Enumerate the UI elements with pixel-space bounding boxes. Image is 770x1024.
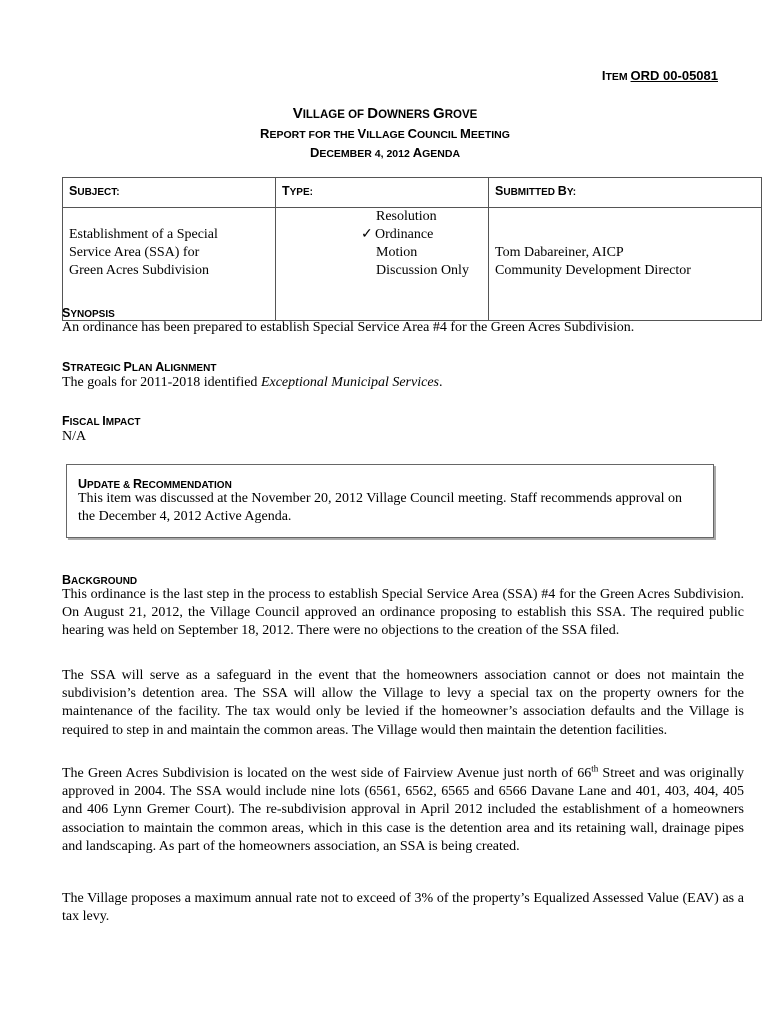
org-title: VILLAGE OF DOWNERS GROVE xyxy=(292,105,478,122)
background-paragraph-2: The SSA will serve as a safeguard in the event that the homeowners association cannot or does not maintain the subdivision’s detention area. The SSA will allow the Village to levy a special tax on the property owners for the maintenance of the facility. The tax would only be levied if the homeowner’s association defaults and the Village is required to step in and maintain the common areas. The Village would then maintain the detention facilities. xyxy=(62,668,744,738)
report-title: REPORT FOR THE VILLAGE COUNCIL MEETING xyxy=(260,126,510,141)
strategic-heading: STRATEGIC PLAN ALIGNMENT xyxy=(62,360,217,374)
item-number: ITEM ORD 00-05081 xyxy=(601,68,718,83)
background-heading: BACKGROUND xyxy=(62,573,138,587)
background-paragraph-3: The Green Acres Subdivision is located on the west side of Fairview Avenue just north of 66th Street and was originally approved in 2004. The SSA would include nine lots (6561, 6562, 6565 and 6566 Davane Lane and 401, 403, 404, 405 and 406 Lynn Gremer Court). The re-subdivision approval in April 2012 included the establishment of a homeowners association to maintain the common areas, which in this case is the detention area and its retaining wall, drainage pipes and landscaping. As part of the homeowners association, an SSA is being created. xyxy=(62,763,745,854)
fiscal-heading: FISCAL IMPACT xyxy=(62,414,141,428)
background-paragraph-4: The Village proposes a maximum annual rate not to exceed of 3% of the property’s Equalized Assessed Value (EAV) as a tax levy. xyxy=(62,891,744,925)
submitted-by-label: SUBMITTED BY: xyxy=(489,178,762,208)
type-option-ordinance: ✓ Ordinance xyxy=(361,227,434,242)
agenda-date: DECEMBER 4, 2012 AGENDA xyxy=(309,145,461,160)
type-option-motion: Motion xyxy=(376,245,418,260)
check-icon: ✓ xyxy=(361,227,373,242)
update-text: This item was discussed at the November 20, 2012 Village Council meeting. Staff recommends approval on the December 4, 2012 Active Agenda. xyxy=(78,491,683,524)
submitted-by-value: Tom Dabareiner, AICP Community Development Director xyxy=(489,208,762,321)
info-table xyxy=(62,177,762,321)
update-heading: UPDATE & RECOMMENDATION xyxy=(78,477,232,491)
type-options xyxy=(276,208,489,321)
strategic-text: The goals for 2011-2018 identified Exceptional Municipal Services. xyxy=(62,375,443,390)
type-option-discussion: Discussion Only xyxy=(376,263,469,278)
subject-value: Establishment of a Special Service Area (SSA) for Green Acres Subdivision xyxy=(63,208,276,321)
subject-label: SUBJECT: xyxy=(63,178,276,208)
type-option-resolution: Resolution xyxy=(376,209,437,224)
type-label: TYPE: xyxy=(276,178,489,208)
update-recommendation-box xyxy=(66,464,714,538)
synopsis-heading: SYNOPSIS xyxy=(62,306,115,320)
item-number-value: ORD 00-05081 xyxy=(630,68,718,83)
background-paragraph-1: This ordinance is the last step in the process to establish Special Service Area (SSA) #4 for the Green Acres Subdivision. On August 21, 2012, the Village Council approved an ordinance proposing to establish this SSA. The required public hearing was held on September 18, 2012. There were no objections to the creation of the SSA filed. xyxy=(62,587,744,639)
fiscal-text: N/A xyxy=(62,429,87,444)
synopsis-text: An ordinance has been prepared to establish Special Service Area #4 for the Green Acres Subdivision. xyxy=(62,320,635,335)
